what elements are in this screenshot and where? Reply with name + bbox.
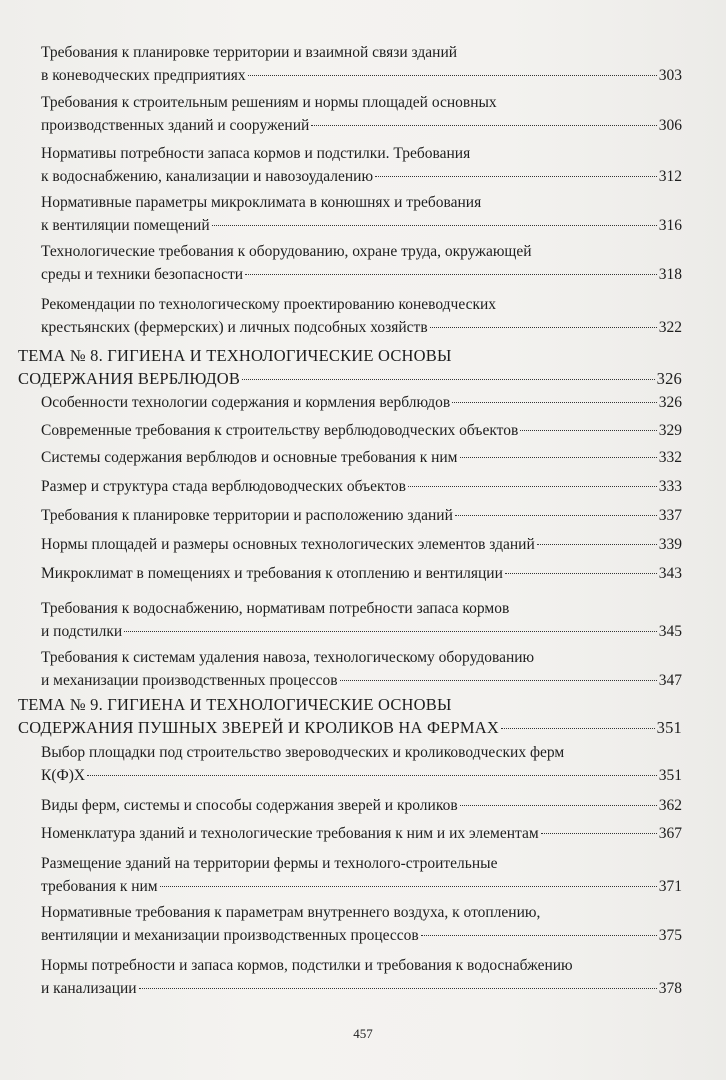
toc-entry-last-line	[18, 367, 682, 390]
toc-entry[interactable]	[41, 42, 682, 87]
toc-entry-title-line: ТЕМА № 8. ГИГИЕНА И ТЕХНОЛОГИЧЕСКИЕ ОСНОВЫ	[18, 346, 452, 365]
dot-leader	[375, 176, 657, 177]
toc-page-number: 326	[656, 369, 682, 388]
dot-leader	[460, 457, 657, 458]
dot-leader	[455, 515, 657, 516]
toc-page-number: 326	[658, 394, 682, 411]
toc-entry-title-line: СОДЕРЖАНИЯ ПУШНЫХ ЗВЕРЕЙ И КРОЛИКОВ НА ФЕРМАХ	[18, 718, 499, 737]
toc-entry-title-line: к вентиляции помещений	[41, 216, 210, 234]
toc-entry[interactable]	[41, 742, 682, 787]
toc-entry-last-line	[41, 795, 682, 818]
dot-leader	[124, 631, 657, 632]
toc-entry-title-line: К(Ф)Х	[41, 766, 86, 784]
page-number: 457	[353, 1026, 373, 1041]
dot-leader	[460, 805, 657, 806]
toc-entry-last-line	[41, 317, 682, 340]
toc-entry-title-line: Номенклатура зданий и технологические требования к ним и их элементам	[41, 825, 539, 842]
toc-entry[interactable]	[41, 955, 682, 1000]
toc-entry-title-line: Размещение зданий на территории фермы и технолого-строительные	[41, 855, 498, 872]
toc-page-number: 318	[658, 265, 682, 283]
toc-page-number: 378	[658, 979, 682, 997]
toc-entry-title-line: в коневодческих предприятиях	[41, 66, 246, 84]
toc-entry-last-line	[41, 765, 682, 788]
toc-entry-title-line: Требования к планировке территории и взаимной связи зданий	[41, 44, 458, 61]
toc-entry-title-line: Нормы площадей и размеры основных технологических элементов зданий	[41, 536, 535, 553]
dot-leader	[212, 225, 657, 226]
toc-entry[interactable]	[41, 598, 682, 643]
toc-entry-last-line	[41, 876, 682, 899]
toc-entry-last-line	[41, 166, 682, 189]
toc-page-number: 312	[658, 167, 682, 185]
toc-page-number: 329	[658, 422, 682, 439]
toc-entry-last-line	[41, 215, 682, 238]
toc-page-number: 337	[658, 507, 682, 524]
toc-entry-title-line: Микроклимат в помещениях и требования к отоплению и вентиляции	[41, 565, 503, 582]
dot-leader	[430, 327, 657, 328]
toc-entry-last-line	[41, 823, 682, 846]
toc-entry-title-line: Системы содержания верблюдов и основные требования к ним	[41, 449, 458, 466]
toc-page-number: 371	[658, 877, 682, 895]
toc-page-number: 347	[658, 671, 682, 689]
toc-entry-title-line: требования к ним	[41, 877, 158, 895]
toc-entry[interactable]	[41, 192, 682, 237]
toc-entry-title-line: Технологические требования к оборудованию, охране труда, окружающей	[41, 243, 532, 260]
toc-entry[interactable]	[41, 647, 682, 692]
toc-entry-title-line: Современные требования к строительству верблюдоводческих объектов	[41, 422, 519, 439]
toc-entry-title-line: к водоснабжению, канализации и навозоудалению	[41, 167, 374, 185]
toc-entry-title-line: Выбор площадки под строительство звероводческих и кролиководческих ферм	[41, 744, 565, 761]
toc-entry-last-line	[41, 264, 682, 287]
toc-page-number: 375	[658, 926, 682, 944]
toc-entry[interactable]	[41, 902, 682, 947]
toc-entry[interactable]	[41, 795, 682, 818]
dot-leader	[340, 680, 657, 681]
toc-entry-title-line: Требования к строительным решениям и нормы площадей основных	[41, 94, 497, 111]
toc-entry[interactable]	[41, 92, 682, 137]
dot-leader	[505, 573, 657, 574]
dot-leader	[160, 886, 657, 887]
toc-entry-title-line: и канализации	[41, 979, 137, 997]
dot-leader	[139, 988, 657, 989]
dot-leader	[520, 430, 656, 431]
toc-entry[interactable]	[41, 294, 682, 339]
dot-leader	[408, 486, 657, 487]
toc-entry-last-line	[41, 447, 682, 470]
toc-page-number: 333	[658, 478, 682, 495]
dot-leader	[311, 125, 656, 126]
toc-entry-last-line	[41, 978, 682, 1001]
toc-page-number: 345	[658, 622, 682, 640]
toc-entry-last-line	[18, 716, 682, 739]
toc-entry-title-line: Виды ферм, системы и способы содержания зверей и кроликов	[41, 797, 458, 814]
toc-page-number: 367	[658, 825, 682, 842]
toc-entry-title-line: Требования к водоснабжению, нормативам потребности запаса кормов	[41, 600, 510, 617]
toc-entry-last-line	[41, 65, 682, 88]
toc-entry-title-line: Нормативные параметры микроклимата в конюшнях и требования	[41, 194, 482, 211]
toc-entry[interactable]	[41, 563, 682, 586]
toc-page-number: 343	[658, 565, 682, 582]
dot-leader	[541, 833, 657, 834]
toc-page-number: 306	[658, 116, 682, 134]
dot-leader	[245, 274, 657, 275]
toc-entry-title-line: и механизации производственных процессов	[41, 671, 338, 689]
dot-leader	[242, 379, 655, 380]
toc-entry[interactable]	[41, 476, 682, 499]
toc-entry-title-line: Нормативные требования к параметрам внутреннего воздуха, к отоплению,	[41, 904, 541, 921]
toc-entry[interactable]	[41, 447, 682, 470]
dot-leader	[537, 544, 657, 545]
dot-leader	[452, 402, 657, 403]
toc-entry-last-line	[41, 392, 682, 415]
toc-entry-title-line: Нормы потребности и запаса кормов, подстилки и требования к водоснабжению	[41, 957, 573, 974]
toc-topic-heading[interactable]	[18, 344, 682, 390]
toc-page-number: 339	[658, 536, 682, 553]
toc-entry-title-line: Особенности технологии содержания и кормления верблюдов	[41, 394, 451, 411]
toc-entry[interactable]	[41, 143, 682, 188]
toc-entry[interactable]	[41, 853, 682, 898]
toc-entry-title-line: Рекомендации по технологическому проектированию коневодческих	[41, 296, 497, 313]
toc-entry-last-line	[41, 670, 682, 693]
toc-entry-title-line: среды и техники безопасности	[41, 265, 244, 283]
toc-page-number: 316	[658, 216, 682, 234]
toc-entry-last-line	[41, 925, 682, 948]
toc-entry[interactable]	[41, 420, 682, 443]
toc-entry[interactable]	[41, 823, 682, 846]
toc-entry[interactable]	[41, 392, 682, 415]
toc-page-number: 303	[658, 66, 682, 84]
toc-entry-title-line: и подстилки	[41, 622, 123, 640]
toc-entry-title-line: вентиляции и механизации производственных процессов	[41, 926, 419, 944]
toc-entry-title-line: производственных зданий и сооружений	[41, 116, 310, 134]
toc-entry-last-line	[41, 476, 682, 499]
toc-entry-last-line	[41, 621, 682, 644]
toc-entry-title-line: Нормативы потребности запаса кормов и подстилки. Требования	[41, 145, 471, 162]
toc-entry-last-line	[41, 505, 682, 528]
toc-page-number: 332	[658, 449, 682, 466]
toc-entry-title-line: Требования к планировке территории и расположению зданий	[41, 507, 453, 524]
toc-entry[interactable]	[41, 505, 682, 528]
toc-entry-last-line	[41, 115, 682, 138]
toc-entry-title-line: Требования к системам удаления навоза, технологическому оборудованию	[41, 649, 535, 666]
dot-leader	[501, 728, 655, 729]
toc-page-number: 362	[658, 797, 682, 814]
toc-topic-heading[interactable]	[18, 693, 682, 739]
toc-page-number: 351	[656, 718, 682, 737]
toc-entry-title-line: крестьянских (фермерских) и личных подсобных хозяйств	[41, 318, 428, 336]
toc-entry-title-line: Размер и структура стада верблюдоводческих объектов	[41, 478, 406, 495]
toc-page-number: 322	[658, 318, 682, 336]
toc-entry-last-line	[41, 420, 682, 443]
toc-entry-title-line: СОДЕРЖАНИЯ ВЕРБЛЮДОВ	[18, 369, 241, 388]
toc-entry-last-line	[41, 563, 682, 586]
toc-entry-title-line: ТЕМА № 9. ГИГИЕНА И ТЕХНОЛОГИЧЕСКИЕ ОСНОВЫ	[18, 695, 452, 714]
toc-entry-last-line	[41, 534, 682, 557]
dot-leader	[421, 935, 657, 936]
toc-entry[interactable]	[41, 241, 682, 286]
dot-leader	[248, 75, 657, 76]
dot-leader	[87, 775, 657, 776]
toc-entry[interactable]	[41, 534, 682, 557]
toc-page-number: 351	[658, 766, 682, 784]
